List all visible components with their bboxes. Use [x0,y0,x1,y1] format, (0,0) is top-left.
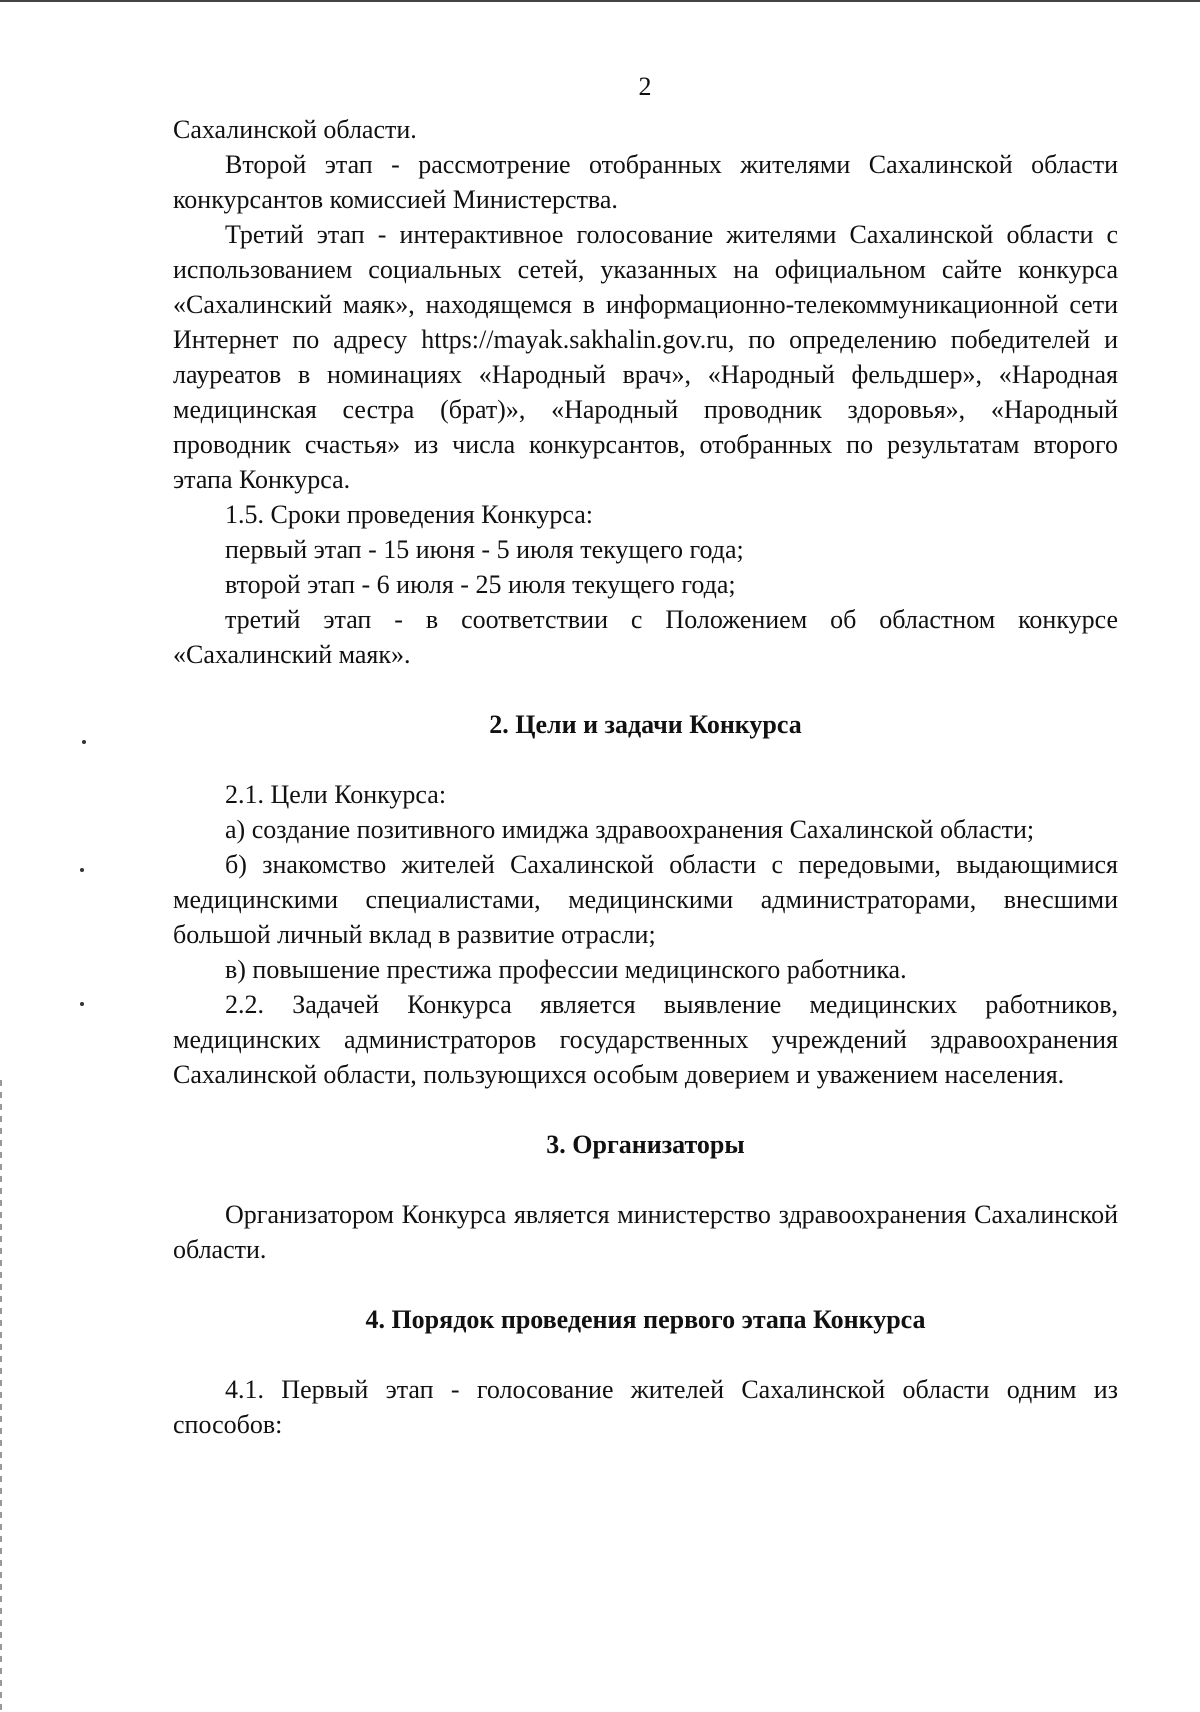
scan-speck [80,1002,84,1006]
spacer [173,742,1118,777]
paragraph: Третий этап - интерактивное голосование жителями Сахалинской области с использованием социальных сетей, указанных на официальном сайте конкурса «Сахалинский маяк», находящемся в информационно-телекоммуникационной сети Интернет по адресу https://mayak.sakhalin.gov.ru, по определению победителей и лауреатов в номинациях «Народный врач», «Народный фельдшер», «Народная медицинская сестра (брат)», «Народный проводник здоровья», «Народный проводник счастья» из числа конкурсантов, отобранных по результатам второго этапа Конкурса. [173,220,1118,494]
paragraph: 2.2. Задачей Конкурса является выявление медицинских работников, медицинских администраторов государственных учреждений здравоохранения Сахалинской области, пользующихся особым доверием и уважением населения. [173,990,1118,1089]
document-body [173,112,1118,1442]
paragraph: 4.1. Первый этап - голосование жителей Сахалинской области одним из способов: [173,1375,1118,1439]
paragraph: первый этап - 15 июня - 5 июля текущего года; [225,535,744,564]
spacer [173,1162,1118,1197]
scan-left-edge [0,1080,2,1712]
paragraph: Организатором Конкурса является министерство здравоохранения Сахалинской области. [173,1200,1118,1264]
section-heading: 4. Порядок проведения первого этапа Конкурса [365,1305,926,1334]
section-heading: 3. Организаторы [546,1130,745,1159]
paragraph: 2.1. Цели Конкурса: [225,780,447,809]
paragraph: Второй этап - рассмотрение отобранных жителями Сахалинской области конкурсантов комиссией Министерства. [173,150,1118,214]
paragraph: второй этап - 6 июля - 25 июля текущего года; [225,570,736,599]
scan-speck [80,868,84,872]
paragraph: а) создание позитивного имиджа здравоохранения Сахалинской области; [225,815,1035,844]
scan-speck [82,740,86,744]
spacer [173,1267,1118,1302]
spacer [173,1092,1118,1127]
paragraph: Сахалинской области. [173,115,417,144]
paragraph: б) знакомство жителей Сахалинской области с передовыми, выдающимися медицинскими специалистами, медицинскими администраторами, внесшими большой личный вклад в развитие отрасли; [173,850,1118,949]
spacer [173,1337,1118,1372]
scan-top-edge [0,0,1200,2]
section-heading: 2. Цели и задачи Конкурса [489,710,802,739]
spacer [173,672,1118,707]
page-number: 2 [638,72,652,101]
paragraph: 1.5. Сроки проведения Конкурса: [225,500,594,529]
paragraph: третий этап - в соответствии с Положением об областном конкурсе «Сахалинский маяк». [173,605,1118,669]
paragraph: в) повышение престижа профессии медицинского работника. [225,955,907,984]
